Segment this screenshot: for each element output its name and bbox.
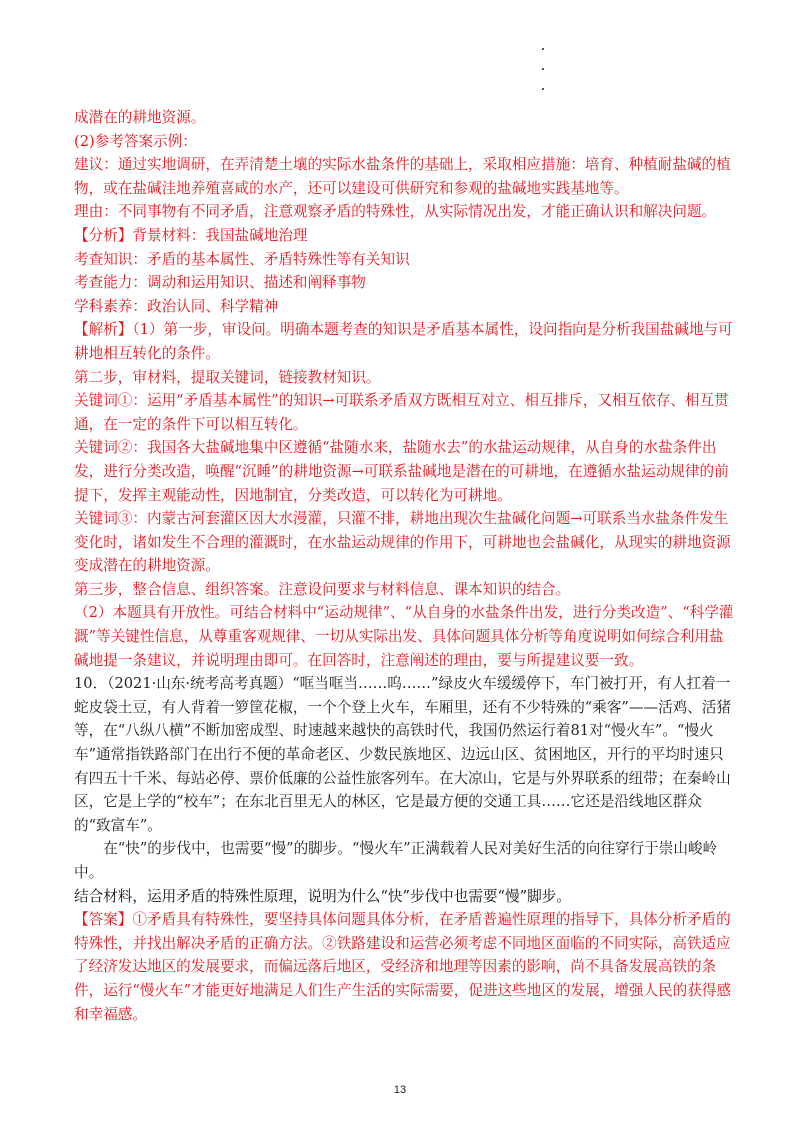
question-10-material-2: 在“快”的步伐中，也需要“慢”的脚步。“慢火车”正满载着人民对美好生活的向往穿行于崇山峻岭中。 [74,840,718,881]
keyword-3: 关键词③：内蒙古河套灌区因大水漫灌，只灌不排，耕地出现次生盐碱化问题→可联系当水盐条件发生变化时，诸如发生不合理的灌溉时，在水盐运动规律的作用下，可耕地也会盐碱化，从现实的耕地资源变成潜在的耕地资源。 [74,510,731,575]
answer-heading: (2)参考答案示例： [74,132,197,150]
suggestion-paragraph: 建议：通过实地调研，在弄清楚土壤的实际水盐条件的基础上，采取相应措施：培育、种植耐盐碱的植物，或在盐碱洼地养殖喜咸的水产，还可以建设可供研究和参观的盐碱地实践基地等。 [74,156,731,197]
page-number: 13 [393,1084,407,1096]
question-10-material: 10．（2021·山东·统考高考真题）“哐当哐当……呜……”绿皮火车缓缓停下，车门被打开，有人扛着一蛇皮袋土豆，有人背着一箩筐花椒，一个个登上火车，车厢里，还有不少特殊的“乘客”——活鸡、活猪等，在“八纵八横”不断加密成型、时速越来越快的高铁时代，我国仍然运行着81对“慢火车”。“慢火车”通常指铁路部门在出行不便的革命老区、少数民族地区、边远山区、贫困地区，开行的平均时速只有四五十千米、每站必停、票价低廉的公益性旅客列车。在大凉山，它是与外界联系的纽带；在秦岭山区，它是上学的“校车”；在东北百里无人的林区，它是最方便的交通工具……它还是沿线地区群众的“致富车”。 [74,675,732,834]
reason-paragraph: 理由：不同事物有不同矛盾，注意观察矛盾的特殊性，从实际情况出发，才能正确认识和解决问题。 [74,203,717,221]
explanation-step2: 第二步，审材料，提取关键词，链接教材知识。 [74,368,381,386]
analysis-knowledge: 考查知识：矛盾的基本属性、矛盾特殊性等有关知识 [74,250,410,268]
content-body [74,106,734,1026]
question-10-answer: 【答案】①矛盾具有特殊性，要坚持具体问题具体分析，在矛盾普遍性原理的指导下，具体分析矛盾的特殊性，并找出解决矛盾的正确方法。②铁路建设和运营必须考虑不同地区面临的不同实际，高铁适应了经济发达地区的发展要求，而偏远落后地区，受经济和地理等因素的影响，尚不具备发展高铁的条件，运行“慢火车”才能更好地满足人们生产生活的实际需要，促进这些地区的发展，增强人民的获得感和幸福感。 [74,911,732,1023]
margin-dots [540,48,550,108]
question-10-prompt: 结合材料，运用矛盾的特殊性原理，说明为什么“快”步伐中也需要“慢”脚步。 [74,887,571,905]
answer-line: 成潜在的耕地资源。 [74,109,206,126]
explanation-step1: 【解析】（1）第一步，审设问。明确本题考查的知识是矛盾基本属性，设问指向是分析我国盐碱地与可耕地相互转化的条件。 [74,321,733,362]
keyword-1: 关键词①：运用“矛盾基本属性”的知识→可联系矛盾双方既相互对立、相互排斥，又相互依存、相互贯通，在一定的条件下可以相互转化。 [74,392,729,433]
analysis-background: 【分析】背景材料：我国盐碱地治理 [74,226,308,244]
analysis-literacy: 学科素养：政治认同、科学精神 [74,297,279,315]
analysis-ability: 考查能力：调动和运用知识、描述和阐释事物 [74,274,366,292]
explanation-step3: 第三步，整合信息、组织答案。注意设问要求与材料信息、课本知识的结合。 [74,580,571,598]
keyword-2: 关键词②：我国各大盐碱地集中区遵循“盐随水来，盐随水去”的水盐运动规律，从自身的水盐条件出发，进行分类改造，唤醒“沉睡”的耕地资源→可联系盐碱地是潜在的可耕地，在遵循水盐运动规律的前提下，发挥主观能动性，因地制宜，分类改造，可以转化为可耕地。 [74,439,729,504]
explanation-part2: （2）本题具有开放性。可结合材料中“运动规律”、“从自身的水盐条件出发，进行分类改造”、“科学灌溉”等关键性信息，从尊重客观规律、一切从实际出发、具体问题具体分析等角度说明如何综合利用盐碱地提一条建议，并说明理由即可。在回答时，注意阐述的理由，要与所提建议要一致。 [74,604,734,669]
